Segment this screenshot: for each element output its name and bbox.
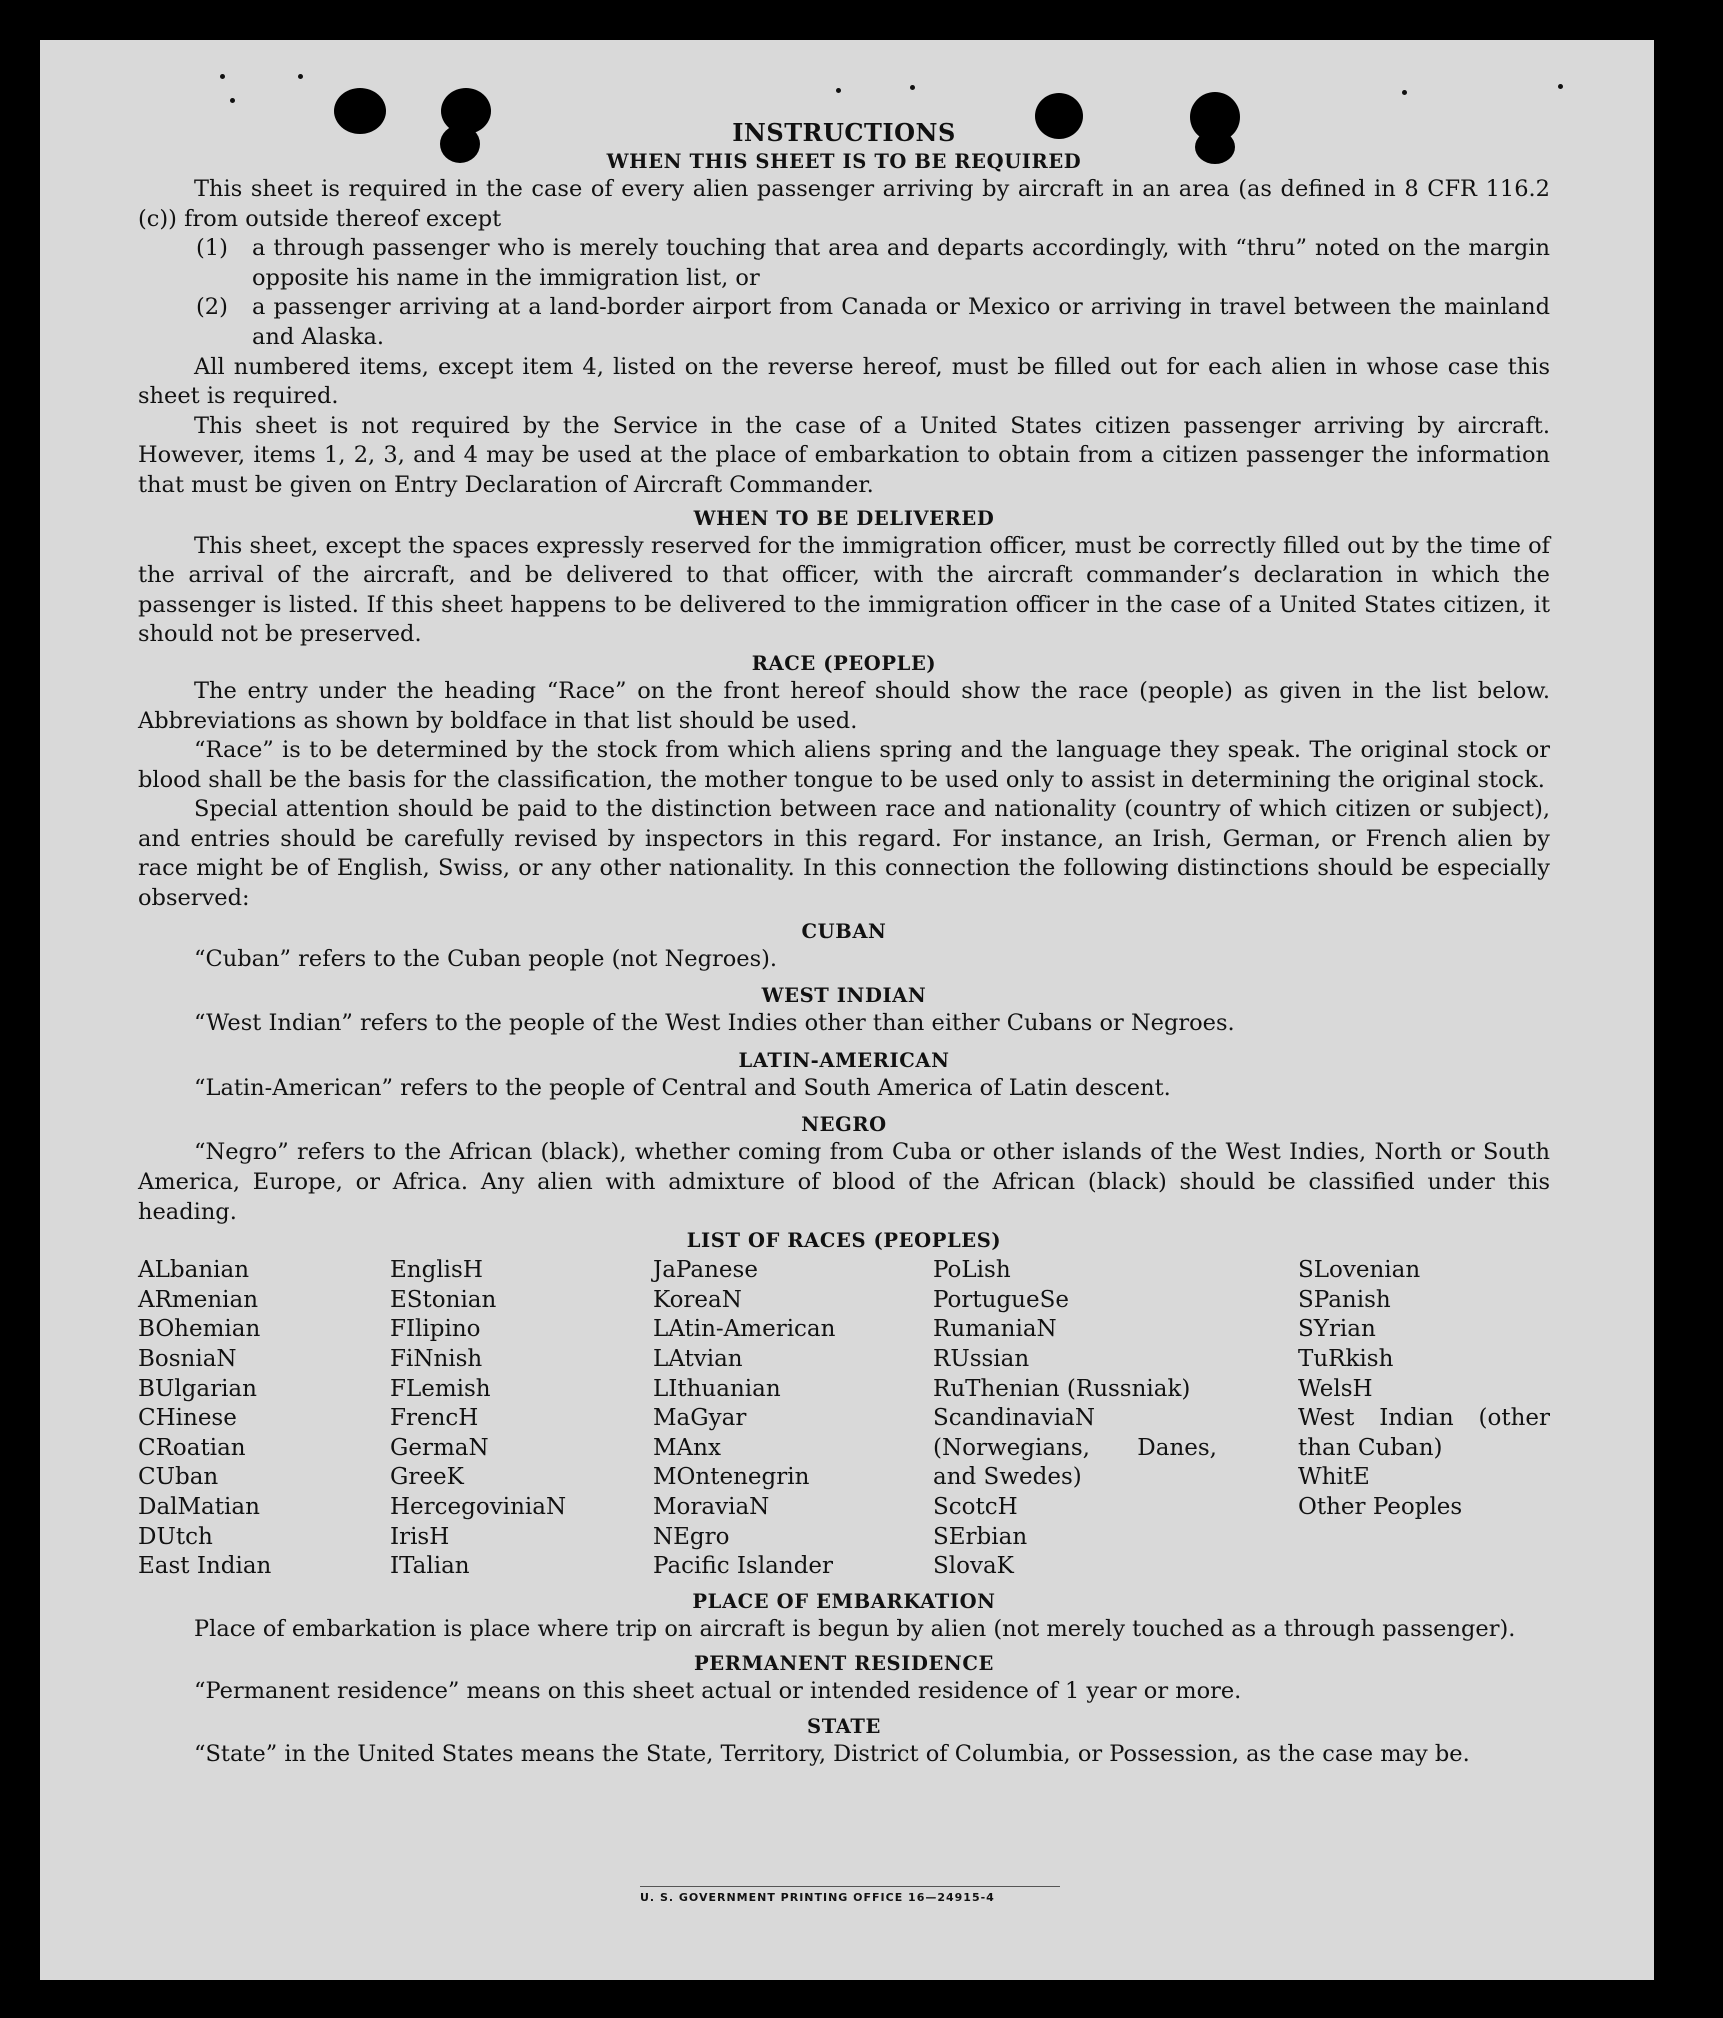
race-entry: IrisH [390, 1523, 450, 1550]
race-entry: SErbian [933, 1523, 1028, 1550]
race-entry: FIlipino [390, 1316, 481, 1343]
race-entry: EnglisH [390, 1257, 483, 1284]
race-entry: BosniaN [138, 1346, 237, 1372]
paragraph: “Permanent residence” means on this sheet actual or intended residence of 1 year or more. [194, 1678, 1242, 1705]
race-entry: TuRkish [1298, 1346, 1394, 1372]
paragraph: “Negro” refers to the African (black), whether coming from Cuba or other islands of the West Indies, North or South America, Europe, or Africa. Any alien with admixture of blood of the African (black) should be classified under this heading. [138, 1139, 1550, 1225]
paragraph: “State” in the United States means the State, Territory, District of Columbia, or Possession, as the case may be. [194, 1740, 1470, 1767]
paragraph: This sheet, except the spaces expressly reserved for the immigration officer, must be correctly filled out by the time of the arrival of the aircraft, and be delivered to that officer, with the aircraft commander’s declaration in which the passenger is listed. If this sheet happens to be delivered to the immigration officer in the case of a United States citizen, it should not be preserved. [138, 532, 1550, 648]
ink-speck [298, 74, 303, 79]
race-entry: SLovenian [1298, 1257, 1421, 1284]
item-text: a passenger arriving at a land-border airport from Canada or Mexico or arriving in travel between the mainland and Alaska. [252, 294, 1550, 350]
race-entry: ScandinaviaN (Norwegians, Danes, and Swedes) [933, 1405, 1217, 1491]
races-column [933, 1256, 1298, 1582]
paragraph: Special attention should be paid to the distinction between race and nationality (country of which citizen or subject), and entries should be carefully revised by inspectors in this regard. For instance, an Irish, German, or French alien by race might be of English, Swiss, or any other nationality. In this connection the following distinctions should be especially observed: [138, 796, 1550, 912]
section-heading: PLACE OF EMBARKATION [692, 1589, 996, 1613]
section-heading: CUBAN [801, 919, 887, 943]
ink-speck [230, 98, 235, 103]
section-heading: NEGRO [801, 1113, 887, 1137]
paragraph: This sheet is not required by the Service in the case of a United States citizen passenger arriving by aircraft. However, items 1, 2, 3, and 4 may be used at the place of embarkation to obtain from a citizen passenger the information that must be given on Entry Declaration of Aircraft Commander. [138, 412, 1550, 498]
section-heading: WHEN THIS SHEET IS TO BE REQUIRED [606, 150, 1082, 173]
race-entry: CHinese [138, 1405, 237, 1432]
ink-speck [910, 85, 915, 90]
paragraph: “Cuban” refers to the Cuban people (not Negroes). [194, 945, 778, 972]
race-entry: GermaN [390, 1434, 489, 1461]
race-entry: EStonian [390, 1286, 497, 1313]
paragraph: This sheet is required in the case of every alien passenger arriving by aircraft in an area (as defined in 8 CFR 116.2 (c)) from outside thereof except [138, 176, 1550, 232]
race-entry: DalMatian [138, 1493, 260, 1520]
ink-speck [1558, 84, 1563, 89]
ink-speck [220, 74, 225, 79]
race-entry: WhitE [1298, 1464, 1370, 1491]
section-heading: WHEN TO BE DELIVERED [693, 506, 995, 530]
item-number: (2) [196, 294, 228, 321]
list-item [194, 234, 1550, 293]
race-entry: CRoatian [138, 1434, 246, 1461]
printer-imprint: U. S. GOVERNMENT PRINTING OFFICE 16—24915-4 [640, 1891, 995, 1904]
race-entry: GreeK [390, 1464, 464, 1491]
paragraph: All numbered items, except item 4, listed on the reverse hereof, must be filled out for each alien in whose case this sheet is required. [138, 353, 1550, 410]
race-entry: MaGyar [653, 1405, 747, 1432]
ink-speck [1402, 90, 1407, 95]
race-entry: SYrian [1298, 1316, 1376, 1343]
race-entry: Pacific Islander [653, 1553, 834, 1580]
paragraph: “Latin-American” refers to the people of Central and South America of Latin descent. [194, 1074, 1171, 1101]
ink-speck [836, 88, 841, 93]
races-column [138, 1256, 390, 1582]
races-column [1298, 1256, 1550, 1582]
race-entry: East Indian [138, 1553, 272, 1580]
section-heading: LIST OF RACES (PEOPLES) [686, 1229, 1002, 1253]
race-entry: FLemish [390, 1375, 491, 1402]
race-entry: ALbanian [138, 1257, 250, 1284]
race-entry: WelsH [1298, 1375, 1373, 1402]
section-heading: RACE (PEOPLE) [751, 651, 937, 675]
race-entry: FiNnish [390, 1346, 483, 1372]
paragraph: “Race” is to be determined by the stock from which aliens spring and the language they speak. The original stock or blood shall be the basis for the classification, the mother tongue to be used only to assist in determining the original stock. [138, 737, 1550, 793]
race-entry: PoLish [933, 1257, 1011, 1284]
race-entry: PortugueSe [933, 1286, 1069, 1313]
race-entry: RumaniaN [933, 1316, 1057, 1343]
race-entry: BUlgarian [138, 1375, 257, 1402]
race-entry: DUtch [138, 1523, 213, 1550]
race-entry: SPanish [1298, 1286, 1391, 1313]
race-entry: SlovaK [933, 1553, 1014, 1580]
race-entry: RuThenian (Russniak) [933, 1375, 1191, 1402]
section-heading: LATIN-AMERICAN [738, 1048, 950, 1072]
race-entry: ARmenian [138, 1286, 259, 1313]
race-entry: Other Peoples [1298, 1493, 1463, 1520]
race-entry: West Indian (other than Cuban) [1298, 1405, 1550, 1461]
race-entry: ScotcH [933, 1493, 1018, 1520]
race-entry: MAnx [653, 1434, 721, 1461]
race-entry: HercegoviniaN [390, 1493, 567, 1520]
paragraph: Place of embarkation is place where trip on aircraft is begun by alien (not merely touched as a through passenger). [194, 1615, 1516, 1642]
races-table [138, 1256, 1550, 1582]
race-entry: LAtin-American [653, 1316, 836, 1343]
race-entry: CUban [138, 1464, 219, 1491]
race-entry: RUssian [933, 1346, 1030, 1372]
item-number: (1) [196, 235, 228, 262]
race-entry: LAtvian [653, 1346, 743, 1372]
instructions-body [138, 118, 1550, 1770]
race-entry: NEgro [653, 1523, 730, 1550]
list-item [194, 293, 1550, 352]
race-entry: MoraviaN [653, 1493, 770, 1520]
paragraph: “West Indian” refers to the people of the West Indies other than either Cubans or Negroes. [194, 1010, 1235, 1037]
race-entry: KoreaN [653, 1286, 742, 1313]
race-entry: MOntenegrin [653, 1464, 810, 1491]
races-column [390, 1256, 653, 1582]
section-heading: WEST INDIAN [761, 984, 927, 1008]
race-entry: LIthuanian [653, 1375, 781, 1402]
footer-rule [640, 1886, 1060, 1887]
race-entry: FrencH [390, 1405, 479, 1432]
race-entry: ITalian [390, 1553, 470, 1580]
page-title: INSTRUCTIONS [732, 118, 956, 147]
section-heading: STATE [807, 1714, 881, 1738]
section-heading: PERMANENT RESIDENCE [694, 1652, 994, 1676]
races-column [653, 1256, 933, 1582]
paragraph: The entry under the heading “Race” on the front hereof should show the race (people) as given in the list below. Abbreviations as shown by boldface in that list should be used. [138, 677, 1550, 734]
race-entry: JaPanese [653, 1257, 758, 1284]
item-text: a through passenger who is merely touching that area and departs accordingly, with “thru” noted on the margin opposite his name in the immigration list, or [252, 235, 1550, 291]
race-entry: BOhemian [138, 1316, 261, 1343]
